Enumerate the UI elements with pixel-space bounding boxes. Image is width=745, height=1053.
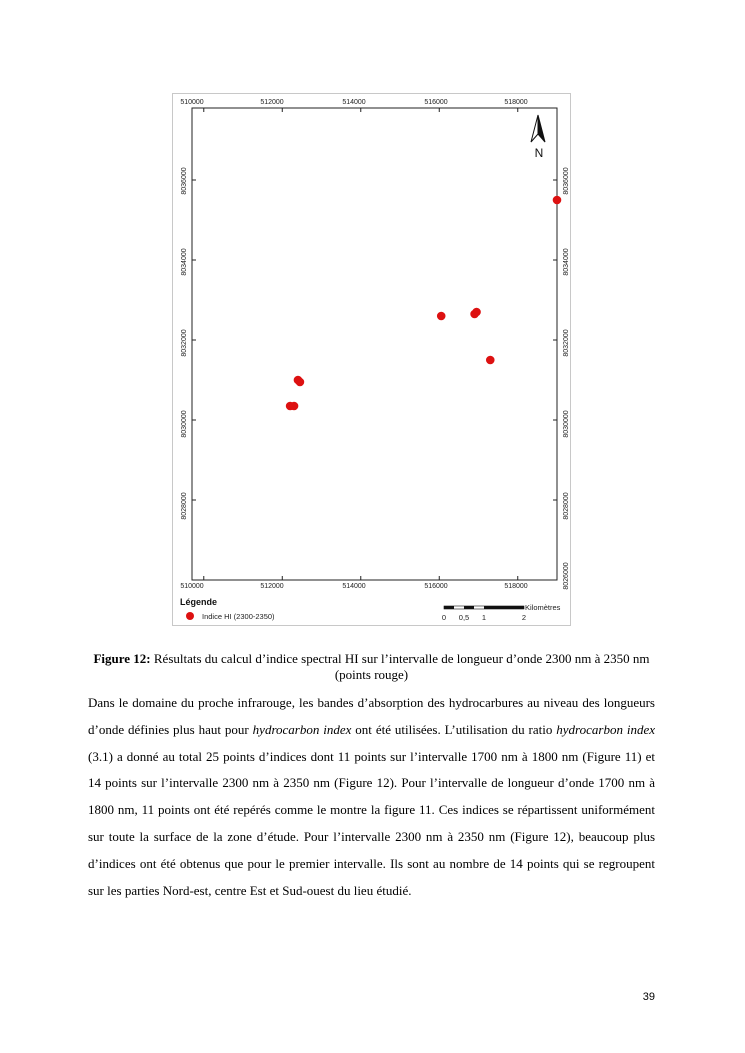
x-tick-label: 512000 xyxy=(260,99,284,106)
y-tick-labels-left xyxy=(181,167,188,519)
legend-item-label: Indice HI (2300-2350) xyxy=(202,612,275,621)
y-tick-label: 8028000 xyxy=(181,492,188,520)
x-tick-label: 514000 xyxy=(342,583,366,590)
hi-point xyxy=(296,378,305,387)
x-tick-label: 510000 xyxy=(180,583,204,590)
scale-label: 1 xyxy=(481,613,487,622)
x-tick-label: 512000 xyxy=(260,583,284,590)
x-tick-label: 518000 xyxy=(504,583,528,590)
hi-point xyxy=(437,312,446,321)
y-tick-labels-right xyxy=(563,167,570,589)
x-tick-label: 516000 xyxy=(424,99,448,106)
body-paragraph xyxy=(88,690,655,904)
figure-label: Figure 12: xyxy=(93,651,151,666)
scale-label: 2 xyxy=(521,613,527,622)
y-tick-label: 8030000 xyxy=(181,410,188,438)
scale-unit: Kilomètres xyxy=(525,603,561,612)
y-tick-label: 8026000 xyxy=(563,562,570,590)
y-tick-label: 8036000 xyxy=(181,167,188,195)
y-tick-label: 8030000 xyxy=(563,410,570,438)
north-label: N xyxy=(534,146,544,160)
y-tick-label: 8034000 xyxy=(181,248,188,276)
scale-label: 0 xyxy=(441,613,447,622)
map-data-frame xyxy=(192,108,557,580)
paragraph-part: ont été utilisées. L’utilisation du ratio xyxy=(351,721,557,737)
y-tick-label: 8032000 xyxy=(563,329,570,357)
figure-12-map xyxy=(172,93,571,626)
term-hydrocarbon-index: hydrocarbon index xyxy=(252,721,352,737)
paragraph-part: (3.1) a donné au total 25 points d’indices dont 11 points sur l’intervalle 1700 nm à 1800 nm (Figure 11) et 14 points sur l’intervalle 2300 nm à 2350 nm (Figure 12). Pour l’intervalle de longueur d’onde 1700 nm à 1800 nm, 11 points ont été repérés comme le montre la figure 11. Ces indices se répartissent uniformément sur toute la surface de la zone d’étude. Pour l’intervalle 2300 nm à 2350 nm (Figure 12), beaucoup plus d’indices ont été obtenus que pour le premier intervalle. Ils sont au nombre de 14 points qui se regroupent sur les parties Nord-est, centre Est et Sud-ouest du lieu étudié. xyxy=(88,748,655,898)
hi-point xyxy=(486,356,495,365)
legend xyxy=(180,597,275,621)
figure-caption xyxy=(88,651,655,683)
scale-label: 0,5 xyxy=(458,613,470,622)
page-number: 39 xyxy=(642,991,655,1003)
x-tick-label: 516000 xyxy=(424,583,448,590)
legend-title: Légende xyxy=(180,597,218,607)
hi-point xyxy=(472,308,481,317)
y-tick-label: 8032000 xyxy=(181,329,188,357)
y-tick-label: 8028000 xyxy=(563,492,570,520)
hi-point xyxy=(553,196,562,205)
x-tick-label: 514000 xyxy=(342,99,366,106)
y-tick-label: 8034000 xyxy=(563,248,570,276)
term-hydrocarbon-index: hydrocarbon index xyxy=(556,721,655,737)
x-tick-label: 518000 xyxy=(504,99,528,106)
map-svg xyxy=(173,94,572,627)
scale-bar xyxy=(442,603,561,622)
legend-point-icon xyxy=(186,612,194,620)
x-tick-labels-bottom xyxy=(180,583,527,590)
hi-point xyxy=(290,402,299,411)
paragraph-part: Dans le domaine du proche infrarouge, les bandes d’absorption des hydrocarbures au niveau des longueurs d’onde définies plus haut pour xyxy=(88,695,655,737)
x-tick-label: 510000 xyxy=(180,99,204,106)
figure-caption-text: Résultats du calcul d’indice spectral HI sur l’intervalle de longueur d’onde 2300 nm à 2350 nm (points rouge) xyxy=(153,651,650,682)
y-tick-label: 8036000 xyxy=(563,167,570,195)
x-tick-labels-top xyxy=(180,99,527,106)
